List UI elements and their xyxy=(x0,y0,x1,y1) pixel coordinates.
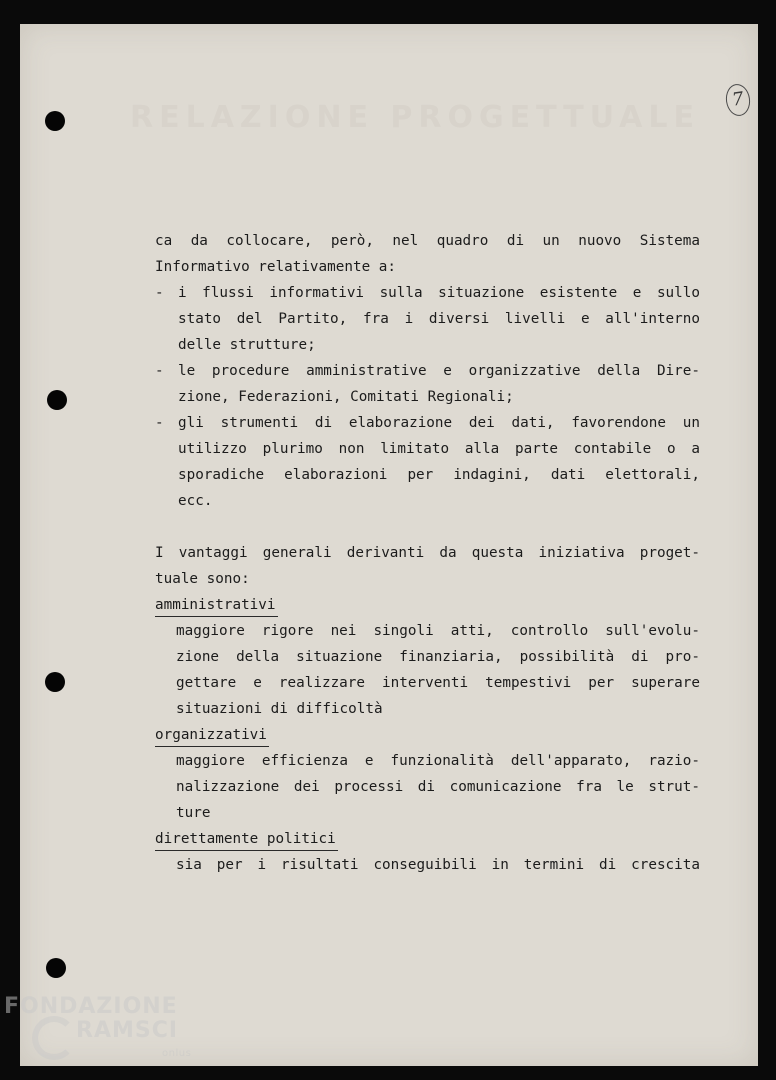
text-line: sporadiche elaborazioni per indagini, dati elettorali, xyxy=(178,467,700,483)
archive-watermark xyxy=(4,994,204,1074)
punch-hole xyxy=(45,111,65,131)
watermark-line-1: FONDAZIONE xyxy=(4,994,178,1019)
watermark-suffix: onlus xyxy=(162,1048,192,1059)
text-line: ture xyxy=(176,805,211,821)
bullet-dash: - xyxy=(155,415,164,431)
bleed-through-text: RELAZIONE PROGETTUALE xyxy=(130,100,700,135)
heading-organizzativi: organizzativi xyxy=(155,722,269,747)
text-line: le procedure amministrative e organizzative della Dire- xyxy=(178,363,700,379)
bullet-dash: - xyxy=(155,363,164,379)
text-line: stato del Partito, fra i diversi livelli e all'interno xyxy=(178,311,700,327)
text-line: gli strumenti di elaborazione dei dati, favorendone un xyxy=(178,415,700,431)
text-line: zione della situazione finanziaria, possibilità di pro- xyxy=(176,649,700,665)
heading-direttamente-politici: direttamente politici xyxy=(155,826,338,851)
text-line: sia per i risultati conseguibili in termini di crescita xyxy=(176,857,700,873)
text-line: maggiore efficienza e funzionalità dell'apparato, razio- xyxy=(176,753,700,769)
section-heading-line xyxy=(155,722,700,748)
g-logo-icon xyxy=(32,1016,76,1060)
document-body xyxy=(155,228,700,878)
heading-amministrativi: amministrativi xyxy=(155,592,278,617)
text-line: i flussi informativi sulla situazione esistente e sullo xyxy=(178,285,700,301)
bullet-dash: - xyxy=(155,285,164,301)
text-line: I vantaggi generali derivanti da questa iniziativa proget- xyxy=(155,545,700,561)
text-line: maggiore rigore nei singoli atti, controllo sull'evolu- xyxy=(176,623,700,639)
watermark-line-2: RAMSCI xyxy=(76,1018,179,1043)
text-line: Informativo relativamente a: xyxy=(155,259,397,275)
text-line: zione, Federazioni, Comitati Regionali; xyxy=(178,389,514,405)
text-line: ecc. xyxy=(178,493,213,509)
bullet-item-1 xyxy=(155,280,700,306)
bullet-item-2 xyxy=(155,358,700,384)
text-line: delle strutture; xyxy=(178,337,316,353)
handwritten-page-number: 7 xyxy=(724,82,752,117)
paragraph-gap xyxy=(155,514,700,540)
bullet-item-3 xyxy=(155,410,700,436)
text-line: ca da collocare, però, nel quadro di un nuovo Sistema xyxy=(155,233,700,249)
text-line: situazioni di difficoltà xyxy=(176,701,383,717)
text-line: utilizzo plurimo non limitato alla parte contabile o a xyxy=(178,441,700,457)
text-line: nalizzazione dei processi di comunicazione fra le strut- xyxy=(176,779,700,795)
text-line: tuale sono: xyxy=(155,571,250,587)
punch-hole xyxy=(46,958,66,978)
section-heading-line xyxy=(155,826,700,852)
section-heading-line xyxy=(155,592,700,618)
text-line: gettare e realizzare interventi tempestivi per superare xyxy=(176,675,700,691)
punch-hole xyxy=(45,672,65,692)
punch-hole xyxy=(47,390,67,410)
